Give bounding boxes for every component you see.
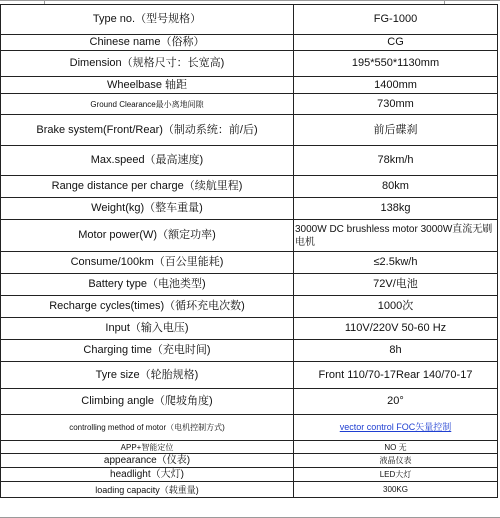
spec-value: 1400mm bbox=[294, 77, 498, 94]
table-row bbox=[1, 146, 498, 176]
spec-value: LED大灯 bbox=[294, 468, 498, 482]
spec-value: 1000次 bbox=[294, 296, 498, 318]
table-row bbox=[1, 482, 498, 498]
spec-value bbox=[294, 415, 498, 441]
table-row bbox=[1, 415, 498, 441]
table-row bbox=[1, 274, 498, 296]
spec-value: Front 110/70-17Rear 140/70-17 bbox=[294, 362, 498, 389]
spec-label: Max.speed（最高速度) bbox=[1, 146, 294, 176]
table-row bbox=[1, 252, 498, 274]
spec-value: 730mm bbox=[294, 94, 498, 115]
spec-value: 8h bbox=[294, 340, 498, 362]
spec-label: Charging time（充电时间) bbox=[1, 340, 294, 362]
spec-value: 液晶仪表 bbox=[294, 454, 498, 468]
spec-value: 195*550*1130mm bbox=[294, 51, 498, 77]
spec-label: Wheelbase 轴距 bbox=[1, 77, 294, 94]
spec-label: Tyre size（轮胎规格) bbox=[1, 362, 294, 389]
spec-value: 300KG bbox=[294, 482, 498, 498]
spec-label: Consume/100km（百公里能耗) bbox=[1, 252, 294, 274]
table-row bbox=[1, 77, 498, 94]
spec-value: CG bbox=[294, 35, 498, 51]
spec-value: 80km bbox=[294, 176, 498, 198]
table-row bbox=[1, 94, 498, 115]
table-row bbox=[1, 454, 498, 468]
sheet-top-gridline bbox=[0, 0, 500, 1]
spec-value: NO 无 bbox=[294, 441, 498, 454]
spec-label: Climbing angle（爬坡角度) bbox=[1, 389, 294, 415]
spec-value: FG-1000 bbox=[294, 5, 498, 35]
table-row bbox=[1, 51, 498, 77]
spec-label: appearance（仪表) bbox=[1, 454, 294, 468]
spec-label: headlight（大灯) bbox=[1, 468, 294, 482]
table-row bbox=[1, 176, 498, 198]
spec-value: 78km/h bbox=[294, 146, 498, 176]
spec-label: Range distance per charge（续航里程) bbox=[1, 176, 294, 198]
spec-label: Dimension（规格尺寸：长宽高) bbox=[1, 51, 294, 77]
control-method-link[interactable]: vector control FOC矢量控制 bbox=[339, 422, 452, 432]
table-row bbox=[1, 5, 498, 35]
spec-table bbox=[0, 4, 498, 498]
spec-label: Ground Clearance最小离地间隙 bbox=[1, 94, 294, 115]
spec-label: Battery type（电池类型) bbox=[1, 274, 294, 296]
table-row bbox=[1, 318, 498, 340]
spec-label: APP+智能定位 bbox=[1, 441, 294, 454]
table-row bbox=[1, 340, 498, 362]
spec-label: loading capacity（载重量) bbox=[1, 482, 294, 498]
spec-value: 138kg bbox=[294, 198, 498, 220]
table-row bbox=[1, 220, 498, 252]
table-row bbox=[1, 115, 498, 146]
spec-label: Chinese name（俗称） bbox=[1, 35, 294, 51]
spec-label: Motor power(W)（额定功率) bbox=[1, 220, 294, 252]
table-row bbox=[1, 468, 498, 482]
spec-value: ≤2.5kw/h bbox=[294, 252, 498, 274]
spec-label: Type no.（型号规格） bbox=[1, 5, 294, 35]
spec-value: 20° bbox=[294, 389, 498, 415]
spec-value: 3000W DC brushless motor 3000W直流无刷电机 bbox=[294, 220, 498, 252]
spec-label: Input（输入电压) bbox=[1, 318, 294, 340]
table-row bbox=[1, 35, 498, 51]
table-row bbox=[1, 362, 498, 389]
spec-label: controlling method of motor（电机控制方式) bbox=[1, 415, 294, 441]
table-row bbox=[1, 389, 498, 415]
spec-label: Weight(kg)（整车重量) bbox=[1, 198, 294, 220]
table-row bbox=[1, 441, 498, 454]
spec-value: 前后碟刹 bbox=[294, 115, 498, 146]
spec-label: Brake system(Front/Rear)（制动系统：前/后) bbox=[1, 115, 294, 146]
table-row bbox=[1, 296, 498, 318]
spec-value: 72V/电池 bbox=[294, 274, 498, 296]
spec-value: 110V/220V 50-60 Hz bbox=[294, 318, 498, 340]
table-row bbox=[1, 198, 498, 220]
spec-label: Recharge cycles(times)（循环充电次数) bbox=[1, 296, 294, 318]
